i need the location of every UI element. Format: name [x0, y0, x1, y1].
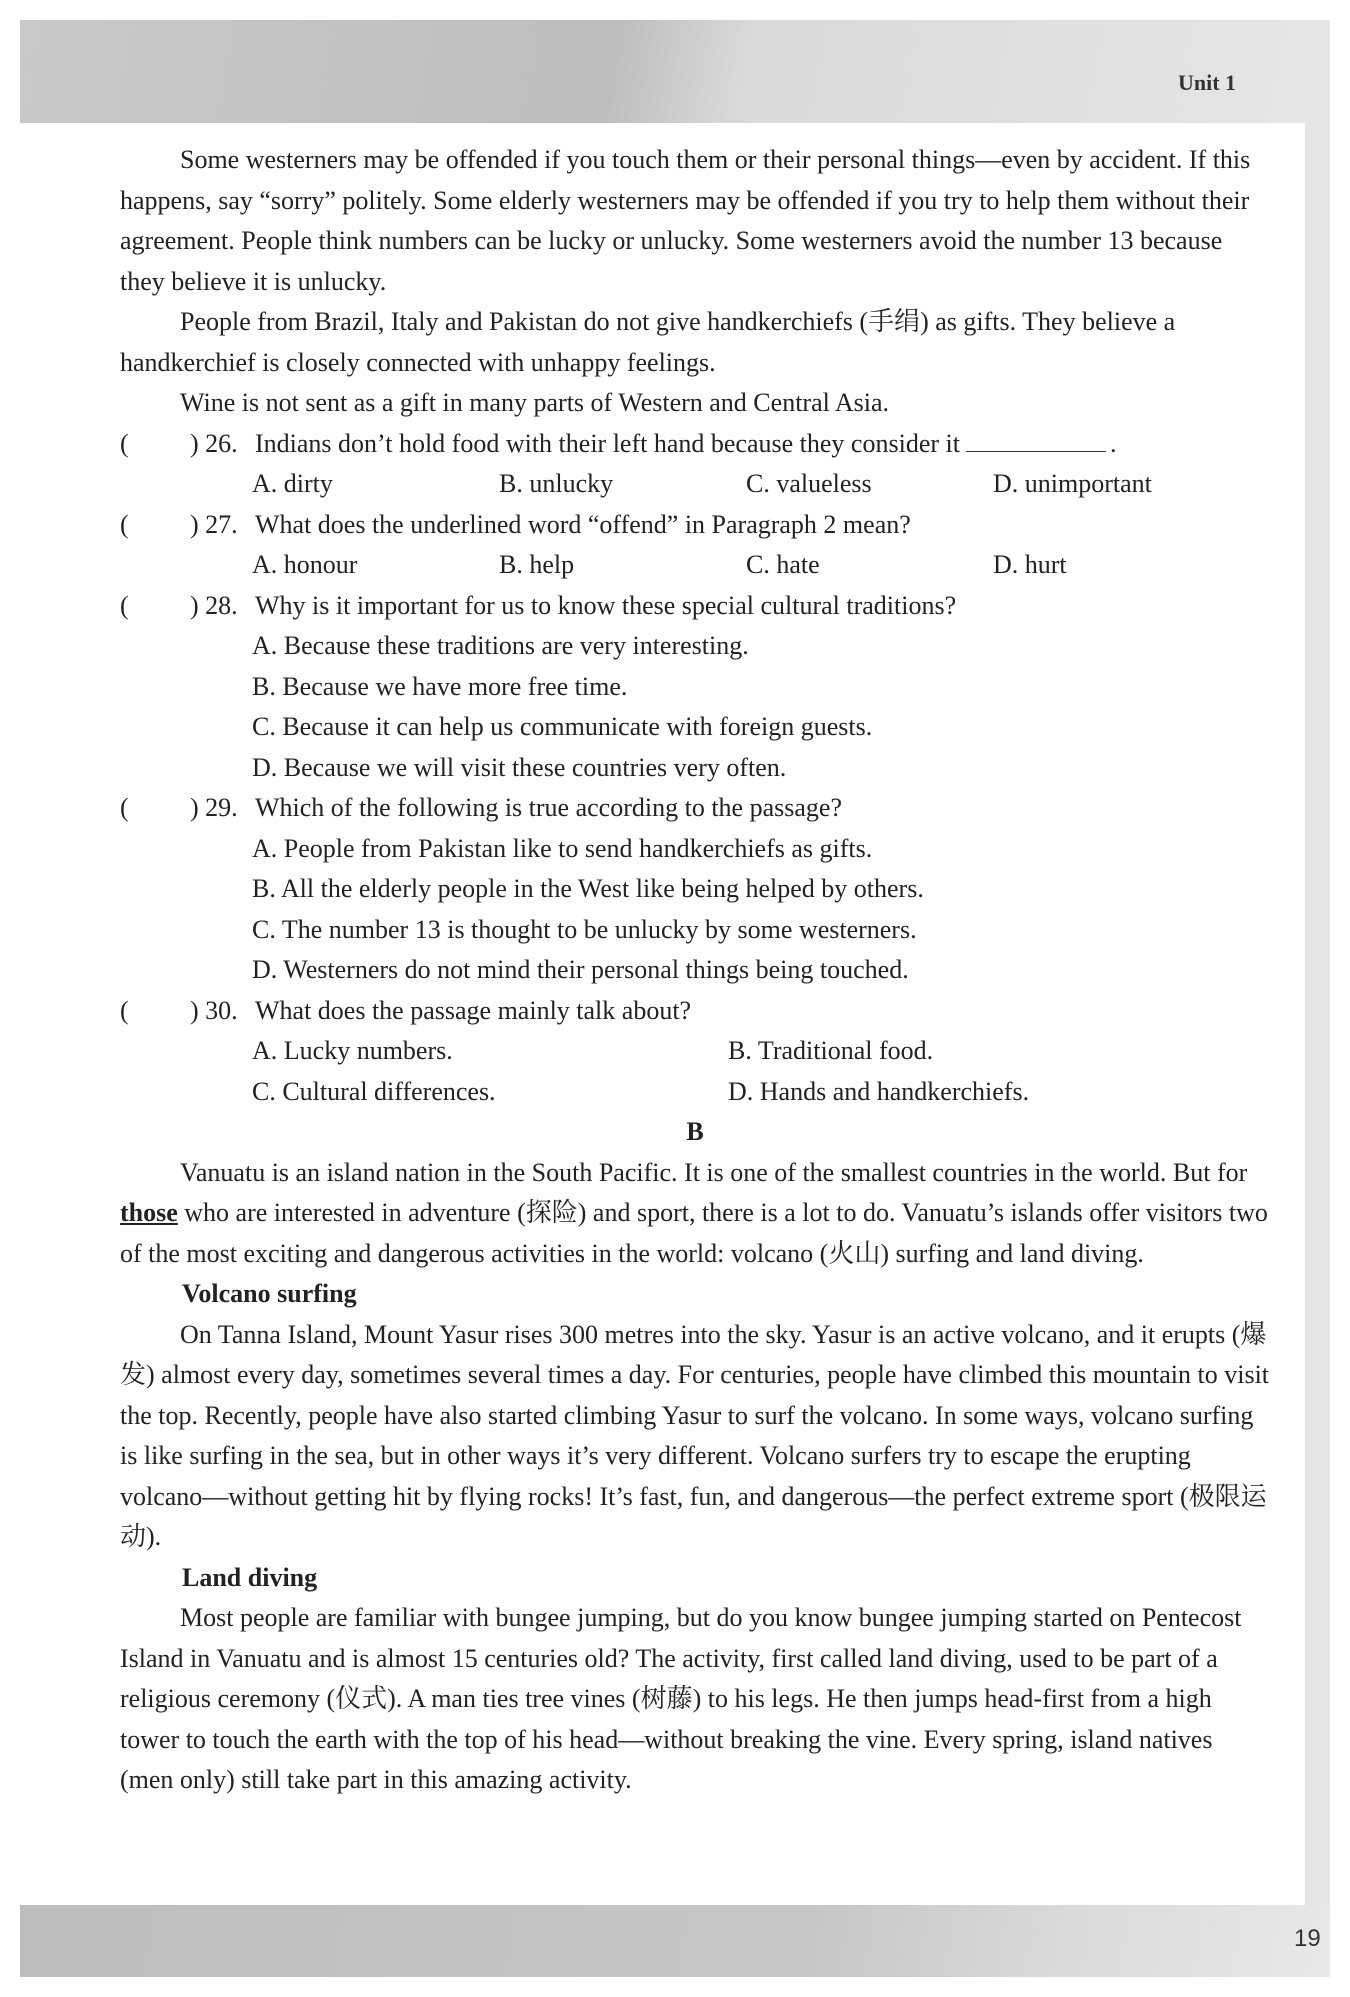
passage-b-paragraph-3: Most people are familiar with bungee jumping, but do you know bungee jumping started on Pentecost Island in Vanuatu and is almost 15 centuries old? The activity, first called land diving, used to be part of a religious ceremony (仪式). A man ties tree vines (树藤) to his legs. He then jumps head-first from a high tower to touch the earth with the top of his head—without breaking the vine. Every spring, island natives (men only) still take part in this amazing activity. — [120, 1603, 1242, 1794]
text-segment: Vanuatu is an island nation in the South Pacific. It is one of the smallest countries in the world. But for — [180, 1157, 1248, 1187]
option-b[interactable]: B. All the elderly people in the West like being helped by others. — [252, 874, 924, 903]
question-number: ) 28. — [190, 590, 238, 620]
subheading-volcano-surfing: Volcano surfing — [182, 1279, 357, 1308]
options-row — [120, 1072, 1270, 1113]
options-row — [120, 1031, 1270, 1072]
question-text — [255, 424, 1270, 465]
passage-a-paragraph-2: People from Brazil, Italy and Pakistan do not give handkerchiefs (手绢) as gifts. They believe a handkerchief is closely connected with unhappy feelings. — [120, 307, 1176, 377]
text-segment: who are interested in adventure (探险) and sport, there is a lot to do. Vanuatu’s islands offer visitors two of the most exciting and dangerous activities in the world: volcano (火山) surfing and land diving. — [120, 1198, 1268, 1268]
answer-paren[interactable]: ( — [120, 793, 129, 822]
answer-paren[interactable]: ( — [120, 428, 129, 458]
page-content — [120, 140, 1270, 1801]
option-c[interactable]: C. valueless — [746, 469, 872, 498]
option-d[interactable]: D. hurt — [993, 550, 1067, 579]
option-a[interactable]: A. Because these traditions are very interesting. — [252, 631, 749, 660]
option-a[interactable]: A. People from Pakistan like to send handkerchiefs as gifts. — [252, 833, 873, 863]
underlined-word-those: those — [120, 1198, 178, 1227]
question-text: What does the underlined word “offend” in Paragraph 2 mean? — [255, 509, 911, 539]
question-26 — [120, 424, 1270, 465]
option-c[interactable]: C. Cultural differences. — [252, 1076, 496, 1106]
option-b[interactable]: B. Traditional food. — [728, 1036, 934, 1065]
option-d[interactable]: D. Because we will visit these countries very often. — [252, 752, 787, 782]
option-d[interactable]: D. Westerners do not mind their personal things being touched. — [252, 955, 909, 984]
answer-paren[interactable]: ( — [120, 590, 129, 620]
option-b[interactable]: B. Because we have more free time. — [252, 671, 628, 701]
page-edge-strip — [1305, 123, 1330, 1905]
unit-label: Unit 1 — [1178, 70, 1237, 95]
question-number: ) 30. — [190, 995, 238, 1025]
option-d[interactable]: D. Hands and handkerchiefs. — [728, 1076, 1030, 1106]
question-stem: Indians don’t hold food with their left hand because they consider it — [255, 428, 960, 458]
question-text: What does the passage mainly talk about? — [255, 995, 692, 1025]
question-number: ) 27. — [190, 509, 238, 539]
option-a[interactable]: A. Lucky numbers. — [252, 1036, 453, 1065]
header-band — [20, 20, 1330, 123]
option-b[interactable]: B. help — [499, 550, 575, 579]
question-text: Why is it important for us to know these special cultural traditions? — [255, 590, 957, 620]
option-b[interactable]: B. unlucky — [499, 469, 614, 498]
answer-paren[interactable]: ( — [120, 995, 129, 1025]
section-letter-b: B — [686, 1117, 704, 1146]
option-c[interactable]: C. The number 13 is thought to be unlucky by some westerners. — [252, 914, 917, 944]
option-c[interactable]: C. Because it can help us communicate with foreign guests. — [252, 712, 873, 741]
answer-paren[interactable]: ( — [120, 509, 129, 539]
option-a[interactable]: A. dirty — [252, 469, 333, 498]
passage-a-paragraph-3: Wine is not sent as a gift in many parts of Western and Central Asia. — [180, 388, 890, 417]
options-row — [120, 545, 1270, 586]
question-number: ) 29. — [190, 793, 238, 822]
question-text: Which of the following is true according to the passage? — [255, 793, 842, 822]
options-row — [120, 464, 1270, 505]
question-number: ) 26. — [190, 428, 238, 458]
answer-blank — [966, 450, 1106, 452]
passage-b-paragraph-2: On Tanna Island, Mount Yasur rises 300 metres into the sky. Yasur is an active volcano, and it erupts (爆发) almost every day, sometimes several times a day. For centuries, people have climbed this mountain to visit the top. Recently, people have also started climbing Yasur to surf the volcano. In some ways, volcano surfing is like surfing in the sea, but in other ways it’s very different. Volcano surfers try to escape the erupting volcano—without getting hit by flying rocks! It’s fast, fun, and dangerous—the perfect extreme sport (极限运动). — [120, 1319, 1270, 1551]
subheading-land-diving: Land diving — [182, 1562, 318, 1592]
question-30 — [120, 991, 1270, 1032]
option-a[interactable]: A. honour — [252, 550, 358, 579]
question-27 — [120, 505, 1270, 546]
question-28 — [120, 586, 1270, 627]
option-c[interactable]: C. hate — [746, 550, 820, 579]
passage-a-paragraph-1: Some westerners may be offended if you touch them or their personal things—even by accident. If this happens, say “sorry” politely. Some elderly westerners may be offended if you try to help them without their agreement. People think numbers can be lucky or unlucky. Some westerners avoid the number 13 because they believe it is unlucky. — [120, 145, 1251, 296]
passage-b-paragraph-1 — [120, 1153, 1270, 1275]
page-number: 19 — [1294, 1925, 1321, 1952]
question-end: . — [1109, 428, 1117, 458]
footer-band — [20, 1905, 1330, 1977]
option-d[interactable]: D. unimportant — [993, 469, 1152, 498]
question-29 — [120, 788, 1270, 829]
